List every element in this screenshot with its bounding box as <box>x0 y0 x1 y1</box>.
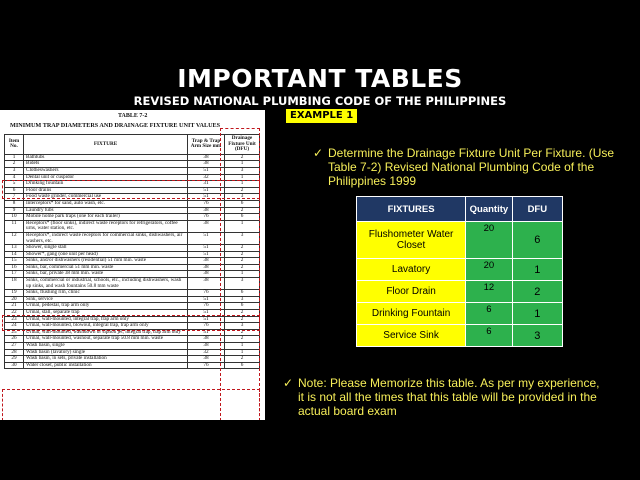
scan-dfu-value: 2 <box>225 310 260 317</box>
scan-trap-size: 38 <box>188 207 225 214</box>
scan-dfu-value: 2 <box>225 329 260 336</box>
scan-fixture-name: Receptors*, indirect waste receptors for commercial sinks, dishwashers, air washers, etc. <box>24 232 188 244</box>
dashed-highlight-box <box>220 128 260 420</box>
scan-trap-size: 31 <box>188 181 225 188</box>
scan-dfu-value: 1 <box>225 161 260 168</box>
scan-fixture-name: Urinal, wall-mounted, integral trap, trap arm only <box>24 316 188 323</box>
instruction-bullet <box>313 146 623 190</box>
dfu-header-quantity: Quantity <box>466 197 513 222</box>
scan-trap-size: 51 <box>188 329 225 336</box>
dfu-header-fixtures: FIXTURES <box>357 197 466 222</box>
scan-dfu-value: 2 <box>225 207 260 214</box>
scan-dfu-value: 1 <box>225 349 260 356</box>
scan-item-number: 19 <box>5 290 24 297</box>
scan-dfu-value: 2 <box>225 264 260 271</box>
scan-trap-size: 38 <box>188 343 225 350</box>
scan-item-number: 29 <box>5 356 24 363</box>
scan-dfu-value: 1 <box>225 271 260 278</box>
scan-dfu-value: 6 <box>225 200 260 207</box>
scan-item-number: 7 <box>5 194 24 201</box>
scan-fixture-name: Wash basin, single <box>24 343 188 350</box>
scan-dfu-value: 6 <box>225 290 260 297</box>
scan-item-number: 5 <box>5 181 24 188</box>
note-bullet <box>283 376 603 418</box>
scan-trap-size: 51 <box>188 167 225 174</box>
scan-dfu-value: 3 <box>225 194 260 201</box>
dfu-quantity-cell: 6 <box>466 325 513 347</box>
scan-header-item: Item No. <box>5 135 24 155</box>
scan-item-number: 8 <box>5 200 24 207</box>
scan-trap-size: 38 <box>188 220 225 232</box>
scanned-table-image <box>0 110 265 420</box>
scan-trap-size: 32 <box>188 174 225 181</box>
scan-fixture-name: Shower, single stall <box>24 245 188 252</box>
scan-dfu-value: 3 <box>225 278 260 290</box>
scan-item-number: 3 <box>5 167 24 174</box>
scan-item-number: 2 <box>5 161 24 168</box>
dfu-row <box>357 281 563 303</box>
scan-fixture-name: Urinal, wall-mounted, washout, separate trap 50.8 mm min. waste <box>24 336 188 343</box>
scan-trap-size: 76 <box>188 200 225 207</box>
scan-item-number: 4 <box>5 174 24 181</box>
scan-item-number: 24 <box>5 323 24 330</box>
scan-item-number: 12 <box>5 232 24 244</box>
scan-header-dfu: Drainage Fixture Unit (DFU) <box>225 135 260 155</box>
dfu-quantity-cell: 6 <box>466 303 513 325</box>
scan-fixture-name: Bathtubs <box>24 154 188 161</box>
scan-item-number: 11 <box>5 220 24 232</box>
dfu-quantity-cell: 20 <box>466 259 513 281</box>
scan-dfu-value: 6 <box>225 362 260 369</box>
scan-fixture-name: Water closet, public installation <box>24 362 188 369</box>
scan-fixture-name: Laundry tubs <box>24 207 188 214</box>
scan-fixture-name: Sinks, flushing rim, clinic <box>24 290 188 297</box>
scan-trap-size: 51 <box>188 194 225 201</box>
scan-item-number: 18 <box>5 278 24 290</box>
slide-title: IMPORTANT TABLES <box>177 64 463 93</box>
dfu-value-cell: 2 <box>512 281 562 303</box>
example-label: EXAMPLE 1 <box>286 109 357 123</box>
scan-fixture-name: Dental unit or cuspidor <box>24 174 188 181</box>
scan-fixture-name: Urinal, stall, separate trap <box>24 310 188 317</box>
scan-item-number: 14 <box>5 251 24 258</box>
scan-dfu-value: 1 <box>225 220 260 232</box>
dfu-table <box>356 196 563 347</box>
dfu-fixture-cell: Drinking Fountain <box>357 303 466 325</box>
scan-fixture-name: Sink, service <box>24 296 188 303</box>
scan-item-number: 28 <box>5 349 24 356</box>
scan-table-number: TABLE 7-2 <box>118 113 148 119</box>
dfu-fixture-cell: Floor Drain <box>357 281 466 303</box>
scan-item-number: 16 <box>5 264 24 271</box>
scan-item-number: 30 <box>5 362 24 369</box>
scan-dfu-value: 3 <box>225 167 260 174</box>
scan-fixture-name: Mobile home park traps (one for each trailer) <box>24 214 188 221</box>
scan-trap-size: 38 <box>188 154 225 161</box>
scan-item-number: 1 <box>5 154 24 161</box>
scan-trap-size: 51 <box>188 251 225 258</box>
scan-trap-size: 51 <box>188 296 225 303</box>
scan-dfu-value: 2 <box>225 251 260 258</box>
scan-trap-size: 38 <box>188 161 225 168</box>
scan-table-title: MINIMUM TRAP DIAMETERS AND DRAINAGE FIXTURE UNIT VALUES <box>10 122 221 129</box>
scan-dfu-value: 6 <box>225 214 260 221</box>
scan-fixture-name: Interceptors* for sand, auto wash, etc. <box>24 200 188 207</box>
scan-dfu-value: 1 <box>225 174 260 181</box>
scan-item-number: 20 <box>5 296 24 303</box>
scan-trap-size: 38 <box>188 278 225 290</box>
scan-dfu-value: 1 <box>225 181 260 188</box>
scan-fixture-name: Sinks, commercial or industrial, schools, etc., including dishwashers, wash up sinks, and wash fountains 50.8 mm waste <box>24 278 188 290</box>
scan-item-number: 26 <box>5 336 24 343</box>
dfu-header-dfu: DFU <box>512 197 562 222</box>
scan-trap-size: 38 <box>188 356 225 363</box>
dfu-value-cell: 6 <box>512 222 562 259</box>
checkmark-icon: ✓ <box>313 146 324 160</box>
dfu-fixture-cell: Service Sink <box>357 325 466 347</box>
scan-fixture-name: Drinking fountain <box>24 181 188 188</box>
scan-item-number: 22 <box>5 310 24 317</box>
scan-fixture-name: Wash basin (lavatory) single <box>24 349 188 356</box>
scan-trap-size: 38 <box>188 264 225 271</box>
dfu-value-cell: 1 <box>512 303 562 325</box>
scan-dfu-value: 3 <box>225 232 260 244</box>
scan-trap-size: 76 <box>188 362 225 369</box>
scan-trap-size: 76 <box>188 290 225 297</box>
checkmark-icon: ✓ <box>283 376 294 390</box>
dfu-row <box>357 222 563 259</box>
scan-fixture-name: Sinks, bar, private 38 mm min. waste <box>24 271 188 278</box>
scan-fixture-name: Urinal, wall-mounted, blowout, integral trap, trap arm only <box>24 323 188 330</box>
scan-item-number: 21 <box>5 303 24 310</box>
scan-trap-size: 76 <box>188 214 225 221</box>
scan-header-fixture: FIXTURE <box>24 135 188 155</box>
dfu-quantity-cell: 12 <box>466 281 513 303</box>
dfu-row <box>357 259 563 281</box>
dfu-row <box>357 325 563 347</box>
scan-item-number: 6 <box>5 187 24 194</box>
scan-fixture-name: Urinal, pedestal, trap arm only <box>24 303 188 310</box>
scan-fixture-name: Receptors* (floor sinks), indirect waste receptors for refrigerators, coffee urns, water station, etc. <box>24 220 188 232</box>
dfu-quantity-cell: 20 <box>466 222 513 259</box>
scan-dfu-value: 1 <box>225 343 260 350</box>
dfu-header-row <box>357 197 563 222</box>
scan-trap-size: 76 <box>188 323 225 330</box>
dfu-fixture-cell: Lavatory <box>357 259 466 281</box>
scan-item-number: 23 <box>5 316 24 323</box>
slide-subtitle: REVISED NATIONAL PLUMBING CODE OF THE PHILIPPINES <box>133 94 507 108</box>
scan-item-number: 25 <box>5 329 24 336</box>
scan-dfu-value: 2 <box>225 356 260 363</box>
scan-fixture-name: Floor drains <box>24 187 188 194</box>
scan-trap-size: 32 <box>188 349 225 356</box>
note-text: Note: Please Memorize this table. As per my experience, it is not all the times that this table will be provided in the actual board exam <box>298 376 600 418</box>
scan-fixture-name: Food waste grinder, commercial use <box>24 194 188 201</box>
scan-dfu-value: 2 <box>225 316 260 323</box>
scan-item-number: 9 <box>5 207 24 214</box>
scan-trap-size: 38 <box>188 271 225 278</box>
dfu-fixture-cell: Flushometer Water Closet <box>357 222 466 259</box>
scan-dfu-value: 6 <box>225 303 260 310</box>
scan-dfu-value: 3 <box>225 296 260 303</box>
scan-dfu-value: 2 <box>225 154 260 161</box>
scan-fixture-name: Shower*, gang (one unit per head) <box>24 251 188 258</box>
scan-fixture-name: Urinal, wall-mounted, washdown or siphon jet, integral trap, trap arm only <box>24 329 188 336</box>
dfu-value-cell: 1 <box>512 259 562 281</box>
scan-dfu-value: 2 <box>225 187 260 194</box>
scan-item-number: 27 <box>5 343 24 350</box>
scan-header-trap: Trap & Trap Arm Size mm <box>188 135 225 155</box>
scan-fixture-name: Wash basin, in sets, private installation <box>24 356 188 363</box>
scan-trap-size: 76 <box>188 303 225 310</box>
scan-fixture-name: Sinks, bar, commercial 51 mm min. waste <box>24 264 188 271</box>
scan-item-number: 13 <box>5 245 24 252</box>
instruction-text: Determine the Drainage Fixture Unit Per Fixture. (Use Table 7-2) Revised National Plumbing Code of the Philippines 1999 <box>328 146 615 188</box>
scan-trap-size: 51 <box>188 232 225 244</box>
scan-trap-size: 51 <box>188 245 225 252</box>
scan-dfu-value: 2 <box>225 336 260 343</box>
scan-fixture-name: Bidets <box>24 161 188 168</box>
scan-fixture-name: Clotheswashers <box>24 167 188 174</box>
scan-dfu-value: 2 <box>225 245 260 252</box>
scan-item-number: 10 <box>5 214 24 221</box>
scan-dfu-value: 3 <box>225 323 260 330</box>
scan-item-number: 17 <box>5 271 24 278</box>
scan-trap-size: 51 <box>188 310 225 317</box>
scan-trap-size: 38 <box>188 258 225 265</box>
scan-item-number: 15 <box>5 258 24 265</box>
dfu-value-cell: 3 <box>512 325 562 347</box>
scan-trap-size: 51 <box>188 316 225 323</box>
scan-dfu-value: 2 <box>225 258 260 265</box>
scan-trap-size: 38 <box>188 336 225 343</box>
dfu-row <box>357 303 563 325</box>
scan-fixture-name: Sinks, and/or dishwashers (residential) 51 mm min. waste <box>24 258 188 265</box>
scan-trap-size: 51 <box>188 187 225 194</box>
